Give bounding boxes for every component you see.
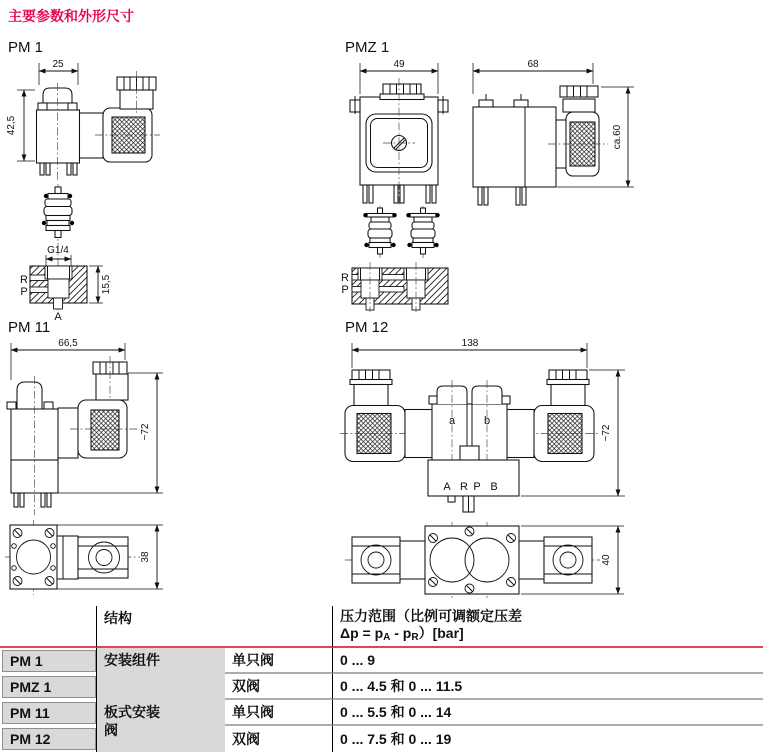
pm11-drawing <box>0 330 215 610</box>
pm1-valve-front-view <box>37 71 161 181</box>
pressure-range-cell: 0 ... 9 <box>332 648 763 674</box>
pm1-dim-depth: 15,5 <box>101 274 112 295</box>
pmz1-dim-depth: 68 <box>527 59 539 70</box>
valve-type-cell: 双阀 <box>232 731 260 747</box>
pm1-label: PM 1 <box>8 39 44 56</box>
pm12-port-p: P <box>473 481 481 493</box>
structure-group-mounting: 安装组件 <box>104 652 160 668</box>
pmz1-label: PMZ 1 <box>345 39 390 56</box>
pm11-dim-height: ~72 <box>140 423 151 441</box>
pm1-dim-width: 25 <box>52 59 64 70</box>
pmz1-drawing <box>340 55 710 330</box>
pmz1-plug <box>563 99 595 112</box>
pm11-side-view <box>7 338 163 515</box>
pm12-port-a: A <box>443 481 451 493</box>
structure-group-subplate: 板式安装阀 <box>104 704 160 738</box>
valve-type-cell: 单只阀 <box>225 648 332 674</box>
pm1-cartridge <box>42 184 74 241</box>
pm11-coil <box>91 410 119 450</box>
pm1-dim-height: 42,5 <box>6 115 17 136</box>
pm1-thread-size: G1/4 <box>47 245 69 256</box>
row-label-pm11: PM 11 <box>2 702 96 724</box>
pm1-drawing <box>0 55 345 325</box>
table-header-valvetype <box>225 606 332 648</box>
pm12-bottom-view <box>345 522 624 598</box>
pm12-port-b: B <box>490 481 498 493</box>
table-header-model <box>0 606 96 648</box>
valve-type-cell: 单只阀 <box>225 700 332 726</box>
pm12-drawing <box>340 330 680 610</box>
pm11-bottom-view <box>5 520 163 595</box>
pressure-header-line2: $\Delta p = p_A - p_R)[bar]$ <box>340 625 464 643</box>
pm1-manifold-section <box>20 243 112 323</box>
pmz1-port-r: R <box>341 272 349 284</box>
table-header-structure: 结构 <box>96 606 225 648</box>
page-title: 主要参数和外形尺寸 <box>8 8 134 24</box>
pm12-port-r: R <box>460 481 468 493</box>
pressure-header-line1: 压力范围（比例可调额定压差 <box>340 608 522 624</box>
pmz1-dim-height: ca.60 <box>612 124 623 150</box>
pressure-range-cell: 0 ... 7.5 和 0 ... 19 <box>332 726 763 752</box>
row-label-pm12: PM 12 <box>2 728 96 750</box>
pmz1-front-view <box>350 59 448 205</box>
pm11-label: PM 11 <box>8 319 51 336</box>
pmz1-dim-width: 49 <box>393 59 405 70</box>
structure-column <box>96 648 225 752</box>
pm12-dim-width: 138 <box>461 338 479 349</box>
pmz1-cartridges <box>363 206 439 258</box>
pm11-dim-width: 66,5 <box>58 338 78 349</box>
pm1-port-p: P <box>20 286 28 298</box>
row-label-pm1: PM 1 <box>2 650 96 672</box>
pmz1-manifold-section <box>341 262 448 312</box>
pm11-plug <box>96 374 128 400</box>
spec-table <box>0 606 763 752</box>
row-label-pmz1: PMZ 1 <box>2 676 96 698</box>
pm12-chamber-b: b <box>483 415 491 427</box>
pm1-port-a: A <box>54 311 62 323</box>
pressure-range-cell: 0 ... 4.5 和 0 ... 11.5 <box>332 674 763 700</box>
valve-type-cell: 双阀 <box>225 674 332 700</box>
pm11-dim-base: 38 <box>140 551 151 563</box>
pm12-dim-base: 40 <box>601 554 612 566</box>
pm12-front-view <box>340 338 625 512</box>
pm1-port-r: R <box>20 274 28 286</box>
pressure-range-cell: 0 ... 5.5 和 0 ... 14 <box>332 700 763 726</box>
pm12-chamber-a: a <box>448 415 456 427</box>
pmz1-side-view <box>473 59 634 205</box>
table-header-pressure <box>332 606 763 648</box>
pm12-label: PM 12 <box>345 319 389 336</box>
pmz1-port-p: P <box>341 284 349 296</box>
pm12-dim-height: ~72 <box>601 424 612 442</box>
